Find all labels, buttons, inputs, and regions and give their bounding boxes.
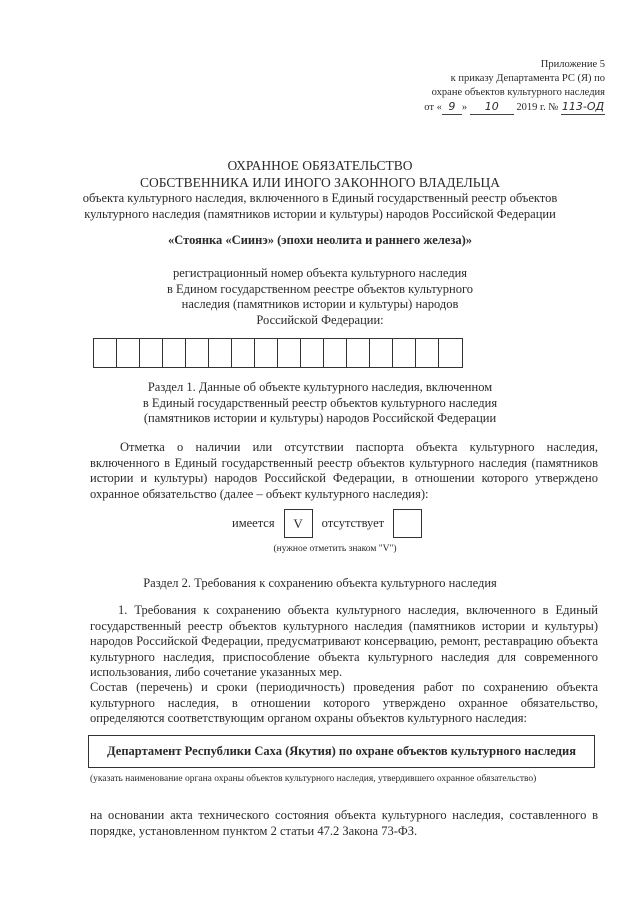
requirement-2-paragraph: Состав (перечень) и сроки (периодичность) проведения работ по сохранению объекта культурного наследия, в отношении которого утверждено охранное обязательство, определяются соответствующим органом охраны объектов культурного наследия: <box>90 680 598 725</box>
reg-number-grid <box>93 338 463 368</box>
reg-number-cell[interactable] <box>278 339 301 367</box>
order-number: 113-ОД <box>561 100 605 113</box>
organ-note: (указать наименование органа охраны объектов культурного наследия, утвердившего охранное обязательство) <box>90 774 537 784</box>
passport-choice <box>225 427 445 467</box>
reg-number-cell[interactable] <box>439 339 462 367</box>
reg-line-2: в Едином государственном реестре объектов культурного <box>166 281 474 296</box>
reg-number-cell[interactable] <box>140 339 163 367</box>
reg-number-cell[interactable] <box>117 339 140 367</box>
reg-number-cell[interactable] <box>232 339 255 367</box>
protection-organ-box <box>88 735 595 768</box>
reg-number-cell[interactable] <box>255 339 278 367</box>
no-passport-label: отсутствует <box>321 516 385 530</box>
annex-block <box>380 58 605 115</box>
reg-number-cell[interactable] <box>347 339 370 367</box>
passport-paragraph: Отметка о наличии или отсутствии паспорта объекта культурного наследия, включенного в Единый государственный реестр объектов культурного наследия (памятников истории и культуры) народов Российской Федерации, в отношении которого утверждено охранное обязательство (далее – объект культурного наследия): <box>90 440 598 501</box>
annex-date-line <box>380 100 605 115</box>
reg-number-cell[interactable] <box>416 339 439 367</box>
reg-line-4: Российской Федерации: <box>256 312 384 327</box>
annex-line-1: Приложение 5 <box>540 59 605 70</box>
date-year: 2019 г. № <box>516 102 559 113</box>
basis-paragraph: на основании акта технического состояния объекта культурного наследия, составленного в порядке, установленном пунктом 2 статьи 47.2 Закона 73-ФЗ. <box>90 808 598 838</box>
date-month: 10 <box>470 100 514 115</box>
reg-line-3: наследия (памятников истории и культуры) народов <box>181 297 459 311</box>
title-line-3: объекта культурного наследия, включенного в Единый государственный реестр объектов <box>82 191 558 205</box>
document-title <box>60 157 580 222</box>
protection-organ-name: Департамент Республики Саха (Якутия) по охране объектов культурного наследия <box>107 744 576 758</box>
object-name: «Стоянка «Сиинэ» (эпохи неолита и раннего железа)» <box>167 233 473 247</box>
reg-number-cell[interactable] <box>163 339 186 367</box>
reg-number-label <box>100 266 540 328</box>
reg-number-cell[interactable] <box>393 339 416 367</box>
date-day: 9 <box>442 100 462 115</box>
reg-number-cell[interactable] <box>370 339 393 367</box>
annex-line-2: к приказу Департамента РС (Я) по <box>450 73 605 84</box>
title-line-2: СОБСТВЕННИКА ИЛИ ИНОГО ЗАКОННОГО ВЛАДЕЛЬЦА <box>139 175 500 190</box>
section-1-heading <box>80 380 560 427</box>
section-1-line-2: в Единый государственный реестр объектов культурного наследия <box>142 395 498 410</box>
annex-line-3: охране объектов культурного наследия <box>431 87 605 98</box>
no-passport-checkbox[interactable] <box>393 509 422 538</box>
title-line-1: ОХРАННОЕ ОБЯЗАТЕЛЬСТВО <box>227 158 413 173</box>
section-2-heading: Раздел 2. Требования к сохранению объекта культурного наследия <box>143 576 497 590</box>
reg-number-cell[interactable] <box>94 339 117 367</box>
section-1-line-3: (памятников истории и культуры) народов Российской Федерации <box>143 411 497 425</box>
section-1-line-1: Раздел 1. Данные об объекте культурного наследия, включенном <box>147 380 493 394</box>
choice-note: (нужное отметить знаком "V") <box>273 544 397 554</box>
reg-number-cell[interactable] <box>209 339 232 367</box>
reg-line-1: регистрационный номер объекта культурного наследия <box>172 266 468 280</box>
passport-choice-row <box>232 509 422 538</box>
has-passport-label: имеется <box>232 516 275 530</box>
requirement-1-paragraph: 1. Требования к сохранению объекта культурного наследия, включенного в Единый государственный реестр объектов культурного наследия (памятников истории и культуры) народов Российской Федерации, предусматривают консервацию, ремонт, реставрацию объекта культурного наследия, приспособление объекта культурного наследия для современного использования, либо сочетание указанных мер. <box>90 603 598 679</box>
date-prefix: от « <box>424 102 442 113</box>
reg-number-cell[interactable] <box>324 339 347 367</box>
reg-number-cell[interactable] <box>186 339 209 367</box>
date-mid: » <box>461 102 468 113</box>
title-line-4: культурного наследия (памятников истории и культуры) народов Российской Федерации <box>84 206 556 221</box>
reg-number-cell[interactable] <box>301 339 324 367</box>
has-passport-checkbox[interactable]: V <box>284 509 313 538</box>
